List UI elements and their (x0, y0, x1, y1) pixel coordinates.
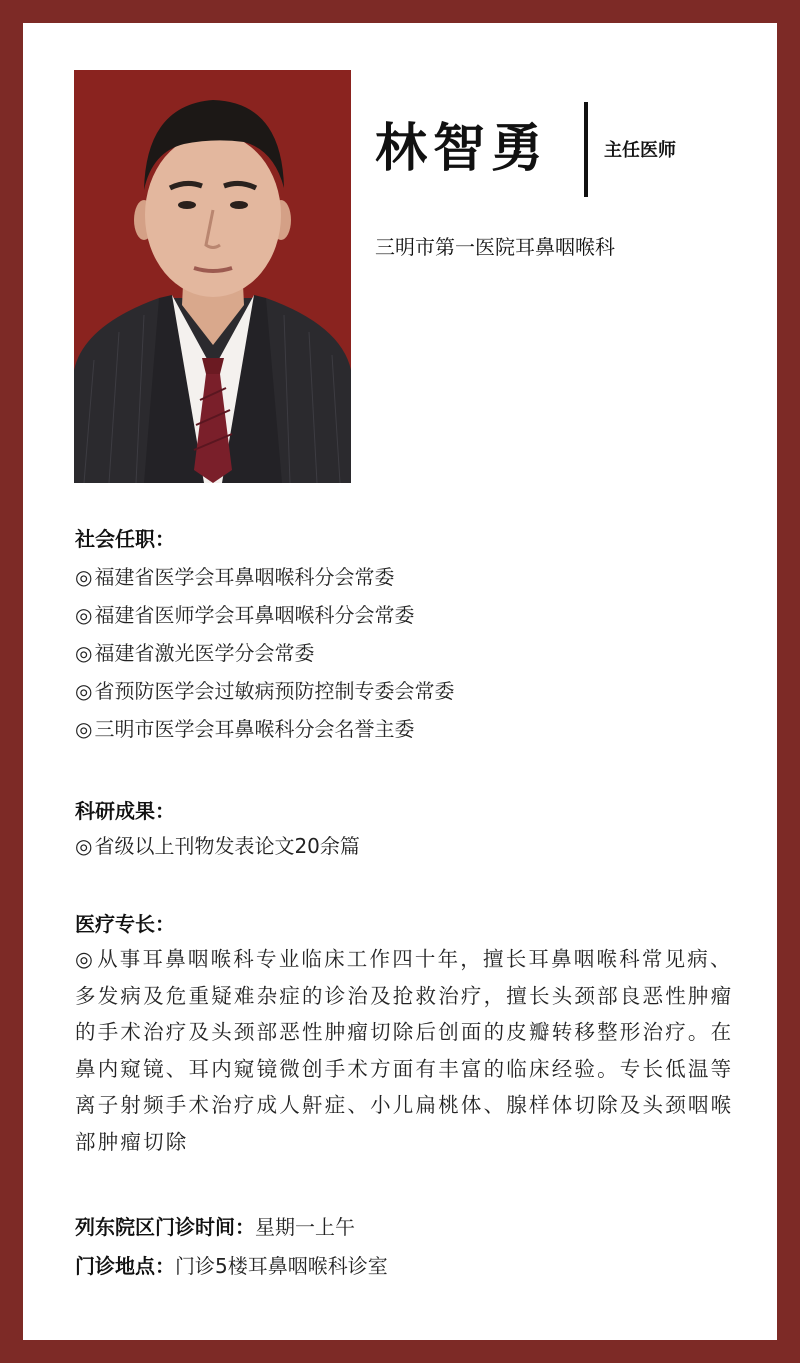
circle-mark-icon: ◎ (75, 603, 93, 627)
specialty-text: 从事耳鼻咽喉科专业临床工作四十年，擅长耳鼻咽喉科常见病、多发病及危重疑难杂症的诊治及抢救治疗，擅长头颈部良恶性肿瘤的手术治疗及头颈部恶性肿瘤切除后创面的皮瓣转移整形治疗。在鼻内窥镜、耳内窥镜微创手术方面有丰富的临床经验。专长低温等离子射频手术治疗成人鼾症、小儿扁桃体、腺样体切除及头颈咽喉部肿瘤切除 (75, 947, 734, 1154)
profile-card (23, 23, 777, 1340)
circle-mark-icon: ◎ (75, 679, 93, 703)
list-item: ◎ 福建省医学会耳鼻咽喉科分会常委 (75, 565, 395, 589)
clinic-location-value: 门诊5楼耳鼻咽喉科诊室 (175, 1254, 388, 1278)
doctor-department: 三明市第一医院耳鼻咽喉科 (375, 235, 615, 259)
list-item: ◎ 福建省激光医学分会常委 (75, 641, 315, 665)
list-item: ◎ 省预防医学会过敏病预防控制专委会常委 (75, 679, 455, 703)
list-item: ◎ 福建省医师学会耳鼻咽喉科分会常委 (75, 603, 415, 627)
doctor-title: 主任医师 (604, 140, 676, 161)
name-divider (584, 102, 588, 197)
circle-mark-icon: ◎ (75, 947, 96, 971)
circle-mark-icon: ◎ (75, 565, 93, 589)
circle-mark-icon: ◎ (75, 641, 93, 665)
research-heading: 科研成果： (75, 799, 175, 823)
list-item: ◎ 三明市医学会耳鼻喉科分会名誉主委 (75, 717, 415, 741)
list-item: ◎ 省级以上刊物发表论文20余篇 (75, 834, 360, 858)
clinic-location-label: 门诊地点： (75, 1254, 175, 1278)
social-roles-list (75, 558, 454, 748)
doctor-name: 林智勇 (375, 118, 550, 179)
clinic-time (75, 1211, 355, 1240)
doctor-portrait-photo (74, 70, 351, 483)
circle-mark-icon: ◎ (75, 717, 93, 741)
clinic-time-value: 星期一上午 (255, 1215, 355, 1239)
social-roles-heading: 社会任职： (75, 527, 175, 551)
portrait-illustration (74, 70, 351, 483)
specialty-heading: 医疗专长： (75, 912, 175, 936)
clinic-location (75, 1250, 388, 1279)
circle-mark-icon: ◎ (75, 834, 93, 858)
specialty-paragraph (75, 941, 735, 1160)
clinic-time-label: 列东院区门诊时间： (75, 1215, 255, 1239)
research-list (75, 827, 360, 865)
